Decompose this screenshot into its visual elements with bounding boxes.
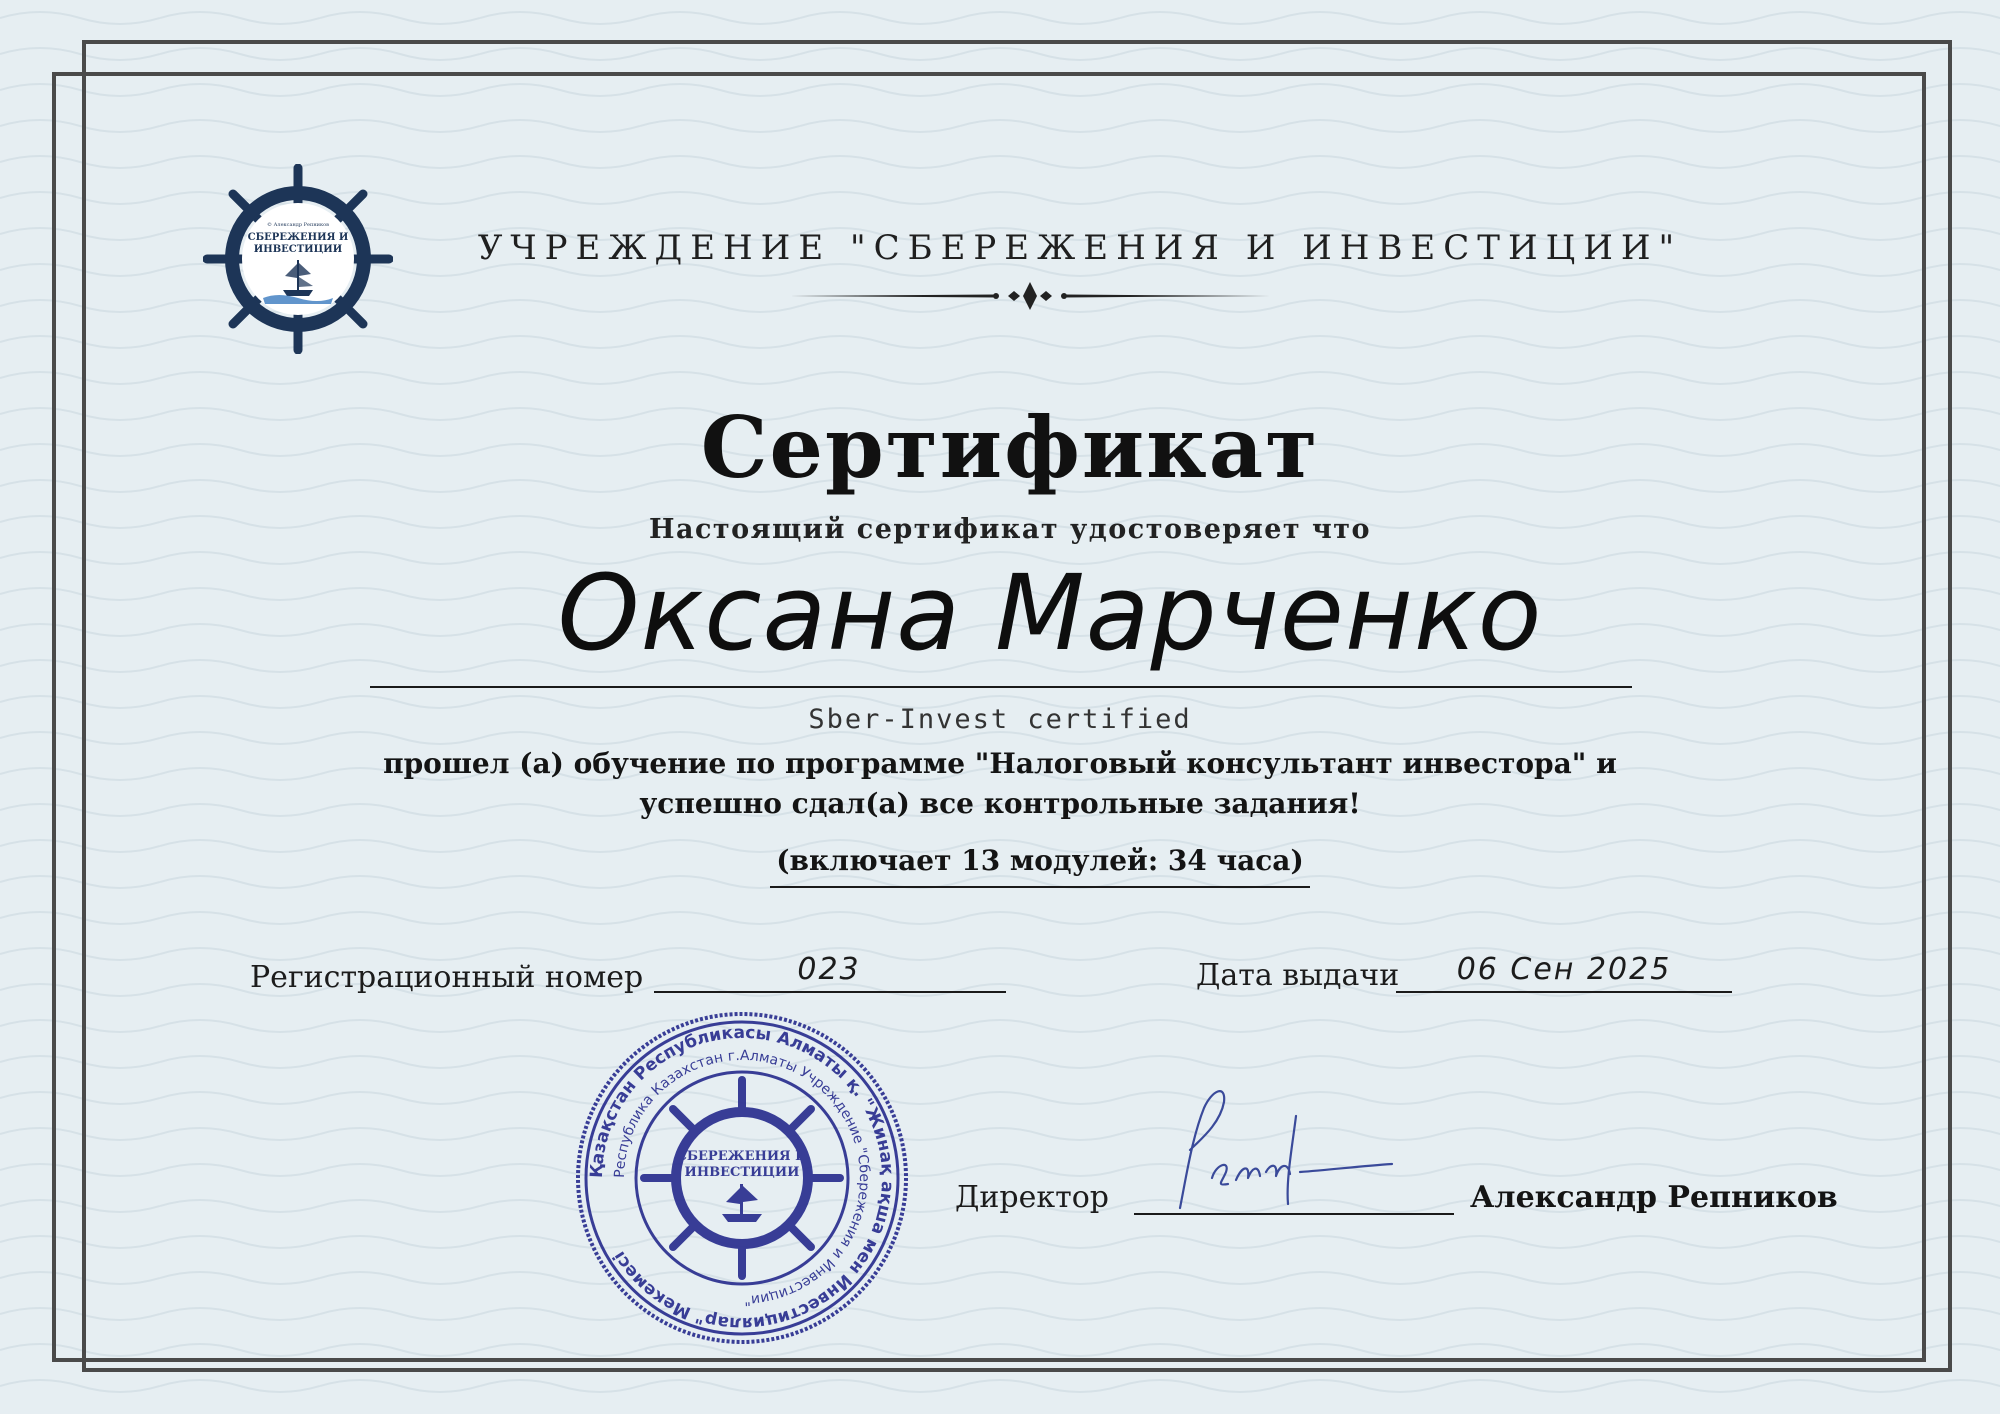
director-label: Директор: [955, 1180, 1109, 1215]
registration-number-value: 023: [797, 952, 861, 987]
modules-info: (включает 13 модулей: 34 часа): [776, 844, 1304, 877]
recipient-name: Оксана Марченко: [557, 552, 1543, 674]
modules-underline: [770, 886, 1310, 888]
program-line-2: успешно сдал(а) все контрольные задания!: [639, 787, 1361, 820]
stamp-text-line2: ИНВЕСТИЦИИ: [684, 1165, 800, 1180]
registration-number-line: [654, 991, 1006, 993]
stamp-inner-ring-text: Республика Казахстан г.Алматы Учреждение "Сбережения и Инвестиции": [611, 1047, 873, 1309]
logo-caption: © Александр Репников: [267, 222, 329, 228]
program-description: [360, 744, 1640, 824]
institution-name: УЧРЕЖДЕНИЕ "СБЕРЕЖЕНИЯ И ИНВЕСТИЦИИ": [477, 228, 1683, 268]
registration-number-label: Регистрационный номер: [250, 960, 644, 995]
director-signature: [1160, 1068, 1400, 1218]
stamp-ship-icon: [722, 1184, 762, 1222]
official-stamp: [572, 1008, 912, 1348]
issue-date-label: Дата выдачи: [1196, 958, 1400, 993]
logo-text-line1: СБЕРЕЖЕНИЯ И: [247, 232, 349, 243]
issue-date-value: 06 Сен 2025: [1456, 952, 1672, 987]
stamp-outer-ring-text: Қазақстан Республикасы Алматы қ. "Жинақ ақша мен Инвестициялар" Мекемесі: [586, 1022, 898, 1334]
stamp-text-line1: СБЕРЕЖЕНИЯ И: [676, 1149, 808, 1164]
program-line-1: прошел (а) обучение по программе "Налоговый консультант инвестора" и: [383, 747, 1617, 780]
ornament-divider: [790, 278, 1270, 314]
certified-by: Sber-Invest certified: [808, 704, 1192, 735]
logo-text-line2: ИНВЕСТИЦИИ: [253, 244, 343, 255]
recipient-underline: [370, 686, 1632, 688]
certificate-title: Сертификат: [700, 398, 1320, 497]
signature-line: [1134, 1213, 1454, 1215]
director-name: Александр Репников: [1470, 1180, 1838, 1215]
issue-date-line: [1396, 991, 1732, 993]
ship-wheel-logo: [203, 164, 393, 354]
certificate-subtitle: Настоящий сертификат удостоверяет что: [648, 514, 1372, 545]
